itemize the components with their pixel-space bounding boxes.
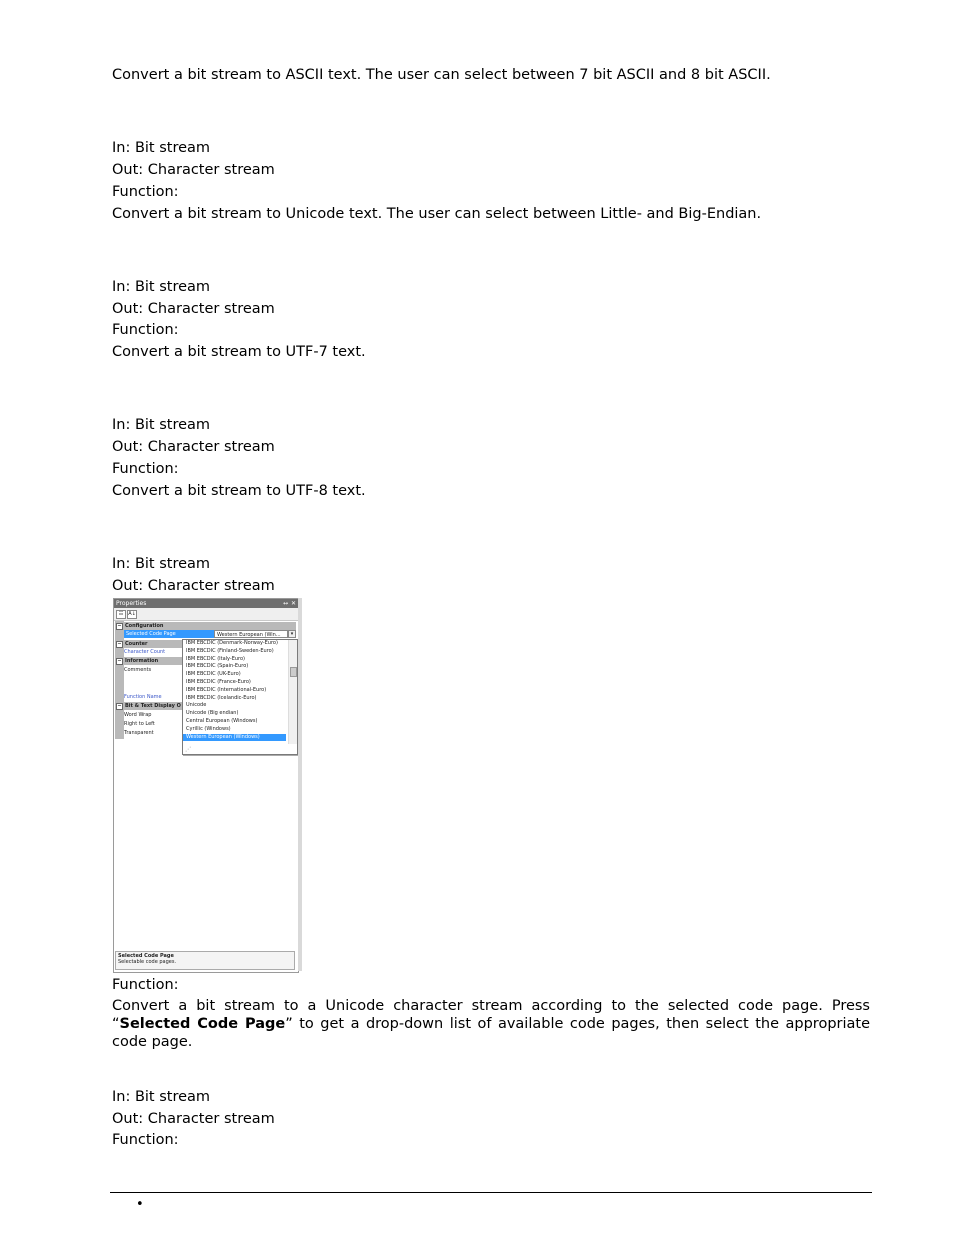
categorized-view-button[interactable]: ☷ [116, 610, 126, 619]
dropdown-option[interactable]: IBM EBCDIC (Finland-Sweden-Euro) [186, 647, 274, 654]
selected-code-page-emphasis: Selected Code Page [119, 1016, 286, 1032]
paragraph-utf8: Convert a bit stream to UTF-8 text. [112, 483, 366, 499]
dropdown-scrollbar[interactable] [288, 640, 297, 744]
footer-bullet: • [136, 1197, 144, 1212]
resize-grip-icon[interactable]: ⋰ [185, 746, 191, 753]
close-icon[interactable]: ✕ [290, 600, 296, 607]
paragraph-unicode: Convert a bit stream to Unicode text. The user can select between Little- and Big-Endian. [112, 206, 762, 222]
dropdown-option[interactable]: IBM EBCDIC (International-Euro) [186, 686, 267, 693]
dropdown-option[interactable]: IBM EBCDIC (Icelandic-Euro) [186, 694, 257, 701]
description-text: Selectable code pages. [118, 959, 177, 965]
function-label: Function: [112, 977, 179, 993]
category-counter[interactable]: − Counter [115, 640, 182, 648]
properties-title: Properties [116, 600, 147, 607]
grid-gutter [115, 621, 124, 739]
chevron-down-icon[interactable]: ▾ [288, 630, 296, 638]
collapse-icon[interactable]: − [117, 703, 122, 709]
dropdown-option[interactable]: Unicode [186, 702, 207, 709]
property-transparent[interactable]: Transparent [124, 730, 154, 736]
alphabetical-sort-button[interactable]: A↓ [128, 611, 136, 617]
property-function-name[interactable]: Function Name [124, 694, 162, 700]
function-label: Function: [112, 1132, 179, 1148]
scrollbar-thumb[interactable] [290, 667, 297, 677]
property-character-count[interactable]: Character Count [124, 649, 166, 655]
dropdown-option[interactable]: IBM EBCDIC (UK-Euro) [186, 671, 241, 678]
dropdown-option-selected[interactable]: Western European (Windows) [183, 734, 286, 742]
properties-toolbar [114, 608, 298, 621]
property-comments[interactable]: Comments [124, 667, 152, 673]
function-label: Function: [112, 322, 179, 338]
out-label: Out: Character stream [112, 578, 275, 594]
function-label: Function: [112, 461, 179, 477]
in-label: In: Bit stream [112, 279, 211, 295]
collapse-icon[interactable]: − [117, 623, 122, 629]
out-label: Out: Character stream [112, 439, 275, 455]
dropdown-option[interactable]: Unicode (Big endian) [186, 710, 239, 717]
panel-edge [298, 598, 302, 971]
in-label: In: Bit stream [112, 417, 211, 433]
dropdown-option[interactable]: Central European (Windows) [186, 717, 258, 724]
dropdown-option[interactable]: IBM EBCDIC (Denmark-Norway-Euro) [186, 640, 278, 646]
out-label: Out: Character stream [112, 301, 275, 317]
in-label: In: Bit stream [112, 140, 211, 156]
paragraph-code-page: Convert a bit stream to a Unicode character stream according to the selected code page. Press “Selected Code Page” to get a drop-down list of available code pages, then select the appropriate code page. [112, 998, 870, 1050]
code-page-dropdown[interactable] [182, 639, 298, 755]
property-right-to-left[interactable]: Right to Left [124, 721, 155, 727]
dropdown-option[interactable]: IBM EBCDIC (Spain-Euro) [186, 663, 249, 670]
category-configuration[interactable]: − Configuration [115, 622, 296, 630]
in-label: In: Bit stream [112, 1089, 211, 1105]
function-label: Function: [112, 184, 179, 200]
property-word-wrap[interactable]: Word Wrap [124, 712, 152, 718]
pin-icon[interactable]: ↔ [282, 600, 288, 607]
description-box [115, 951, 295, 970]
description-title: Selected Code Page [118, 953, 174, 959]
paragraph-utf7: Convert a bit stream to UTF-7 text. [112, 344, 366, 360]
dropdown-option[interactable]: IBM EBCDIC (France-Euro) [186, 678, 251, 685]
collapse-icon[interactable]: − [117, 641, 122, 647]
selected-code-page-row[interactable]: Selected Code Page [124, 630, 214, 638]
collapse-icon[interactable]: − [117, 658, 122, 664]
selected-code-page-value[interactable]: Western European (Win... [214, 630, 288, 638]
dropdown-option[interactable]: Cyrillic (Windows) [186, 725, 231, 732]
in-label: In: Bit stream [112, 556, 211, 572]
out-label: Out: Character stream [112, 162, 275, 178]
category-information[interactable]: − Information [115, 657, 182, 665]
properties-panel [113, 598, 299, 973]
dropdown-option[interactable]: IBM EBCDIC (Italy-Euro) [186, 655, 246, 662]
paragraph-ascii: Convert a bit stream to ASCII text. The user can select between 7 bit ASCII and 8 bit ASCII. [112, 67, 771, 83]
category-display[interactable]: − Bit & Text Display O [115, 702, 182, 710]
properties-title-bar [114, 599, 298, 608]
footer-divider [110, 1192, 872, 1193]
out-label: Out: Character stream [112, 1111, 275, 1127]
